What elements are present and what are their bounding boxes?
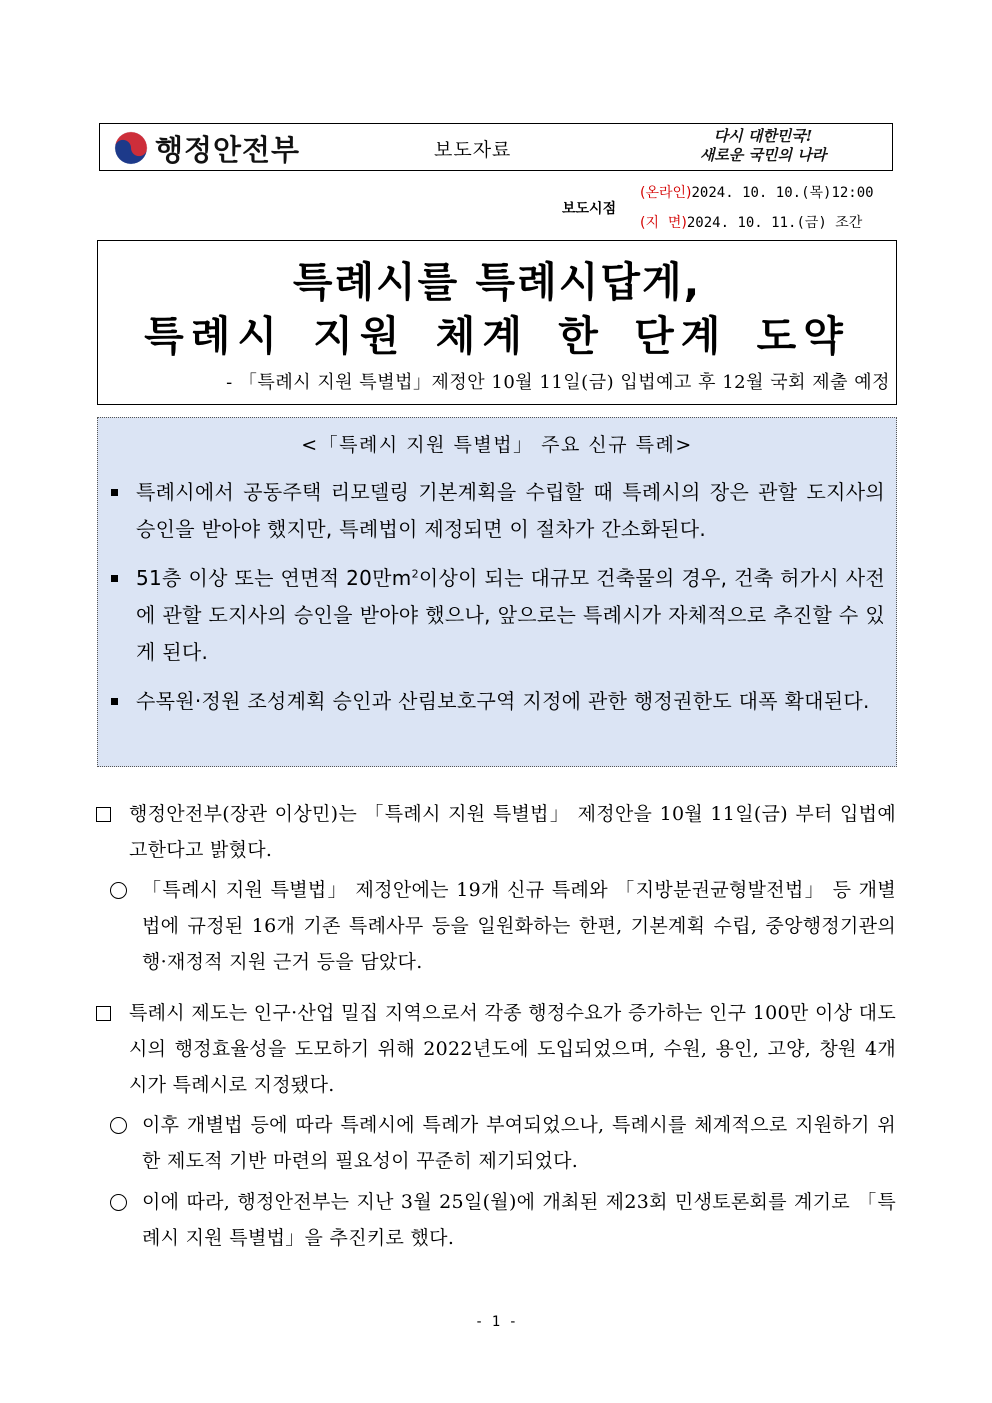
- summary-item: [111, 474, 885, 548]
- summary-item-text: [111, 560, 885, 671]
- summary-item-text: 수목원·정원 조성계획 승인과 산림보호구역 지정에 관한 행정권한도 대폭 확대된다.: [136, 689, 870, 713]
- print-tag: (지 면): [640, 215, 687, 231]
- subtitle: - 「특례시 지원 특별법」제정안 10월 11일(금) 입법예고 후 12월 국회 제출 예정: [226, 372, 890, 393]
- summary-item: [111, 560, 885, 671]
- summary-item-text: 특례시에서 공동주택 리모델링 기본계획을 수립할 때 특례시의 장은 관할 도지사의 승인을 받아야 했지만, 특례법이 제정되면 이 절차가 간소화된다.: [136, 480, 885, 541]
- summary-item2-pre: 51층 이상 또는 연면적 20만m: [136, 566, 412, 590]
- circle-bullet-icon: [110, 1117, 127, 1134]
- doc-type-label: 보도자료: [434, 139, 512, 161]
- title-box: [97, 240, 897, 405]
- bullet-icon: [111, 575, 118, 582]
- release-label: 보도시점: [562, 201, 617, 217]
- slogan-line2: 새로운 국민의 나라: [699, 146, 827, 164]
- body-paragraph: [96, 796, 896, 868]
- ministry-name: 행정안전부: [155, 132, 301, 167]
- title-line2: 특례시 지원 체계 한 단계 도약: [144, 312, 850, 360]
- release-print: [640, 212, 862, 232]
- body-subparagraph: [110, 1107, 896, 1179]
- page-number: - 1 -: [474, 1314, 518, 1330]
- paragraph-text: 특례시 제도는 인구·산업 밀집 지역으로서 각종 행정수요가 증가하는 인구 100만 이상 대도시의 행정효율성을 도모하기 위해 2022년도에 도입되었으며, 수원, 용인, 고양, 창원 4개 시가 특례시로 지정됐다.: [129, 1002, 896, 1096]
- print-time: 2024. 10. 11.(금) 조간: [686, 215, 863, 231]
- ministry-logo: [114, 129, 300, 167]
- document-header: [99, 123, 893, 171]
- circle-bullet-icon: [110, 1194, 127, 1211]
- slogan-line1: 다시 대한민국!: [713, 127, 813, 145]
- online-tag: (온라인): [640, 185, 692, 201]
- superscript: 2: [411, 567, 419, 581]
- release-online: [640, 182, 874, 202]
- circle-bullet-icon: [110, 882, 127, 899]
- bullet-icon: [111, 698, 118, 705]
- online-time: 2024. 10. 10.(목)12:00: [691, 185, 874, 201]
- paragraph-text: 이후 개별법 등에 따라 특례시에 특례가 부여되었으나, 특례시를 체계적으로 지원하기 위한 제도적 기반 마련의 필요성이 꾸준히 제기되었다.: [142, 1114, 896, 1172]
- summary-item: [111, 683, 885, 720]
- taegeuk-icon: [114, 131, 148, 165]
- checkbox-square-icon: [96, 1006, 111, 1021]
- paragraph-text: 행정안전부(장관 이상민)는 「특례시 지원 특별법」 제정안을 10월 11일(금) 부터 입법예고한다고 밝혔다.: [129, 803, 896, 861]
- title-line1: 특례시를 특례시답게,: [292, 258, 702, 306]
- summary-item2-post: 이상이 되는 대규모 건축물의 경우, 건축 허가시 사전에 관할 도지사의 승인을 받아야 했으나, 앞으로는 특례시가 자체적으로 추진할 수 있게 된다.: [136, 566, 886, 664]
- body-paragraph: [96, 995, 896, 1103]
- paragraph-text: 이에 따라, 행정안전부는 지난 3월 25일(월)에 개최된 제23회 민생토론회를 계기로 「특례시 지원 특별법」을 추진키로 했다.: [142, 1191, 896, 1249]
- slogan: [678, 127, 848, 165]
- summary-heading: <「특례시 지원 특별법」 주요 신규 특례>: [301, 434, 693, 456]
- bullet-icon: [111, 489, 118, 496]
- body-subparagraph: [110, 1184, 896, 1256]
- paragraph-text: 「특례시 지원 특별법」 제정안에는 19개 신규 특례와 「지방분권균형발전법」 등 개별법에 규정된 16개 기존 특례사무 등을 일원화하는 한편, 기본계획 수립, 중앙행정기관의 행·재정적 지원 근거 등을 담았다.: [142, 879, 896, 973]
- checkbox-square-icon: [96, 807, 111, 822]
- body-subparagraph: [110, 872, 896, 980]
